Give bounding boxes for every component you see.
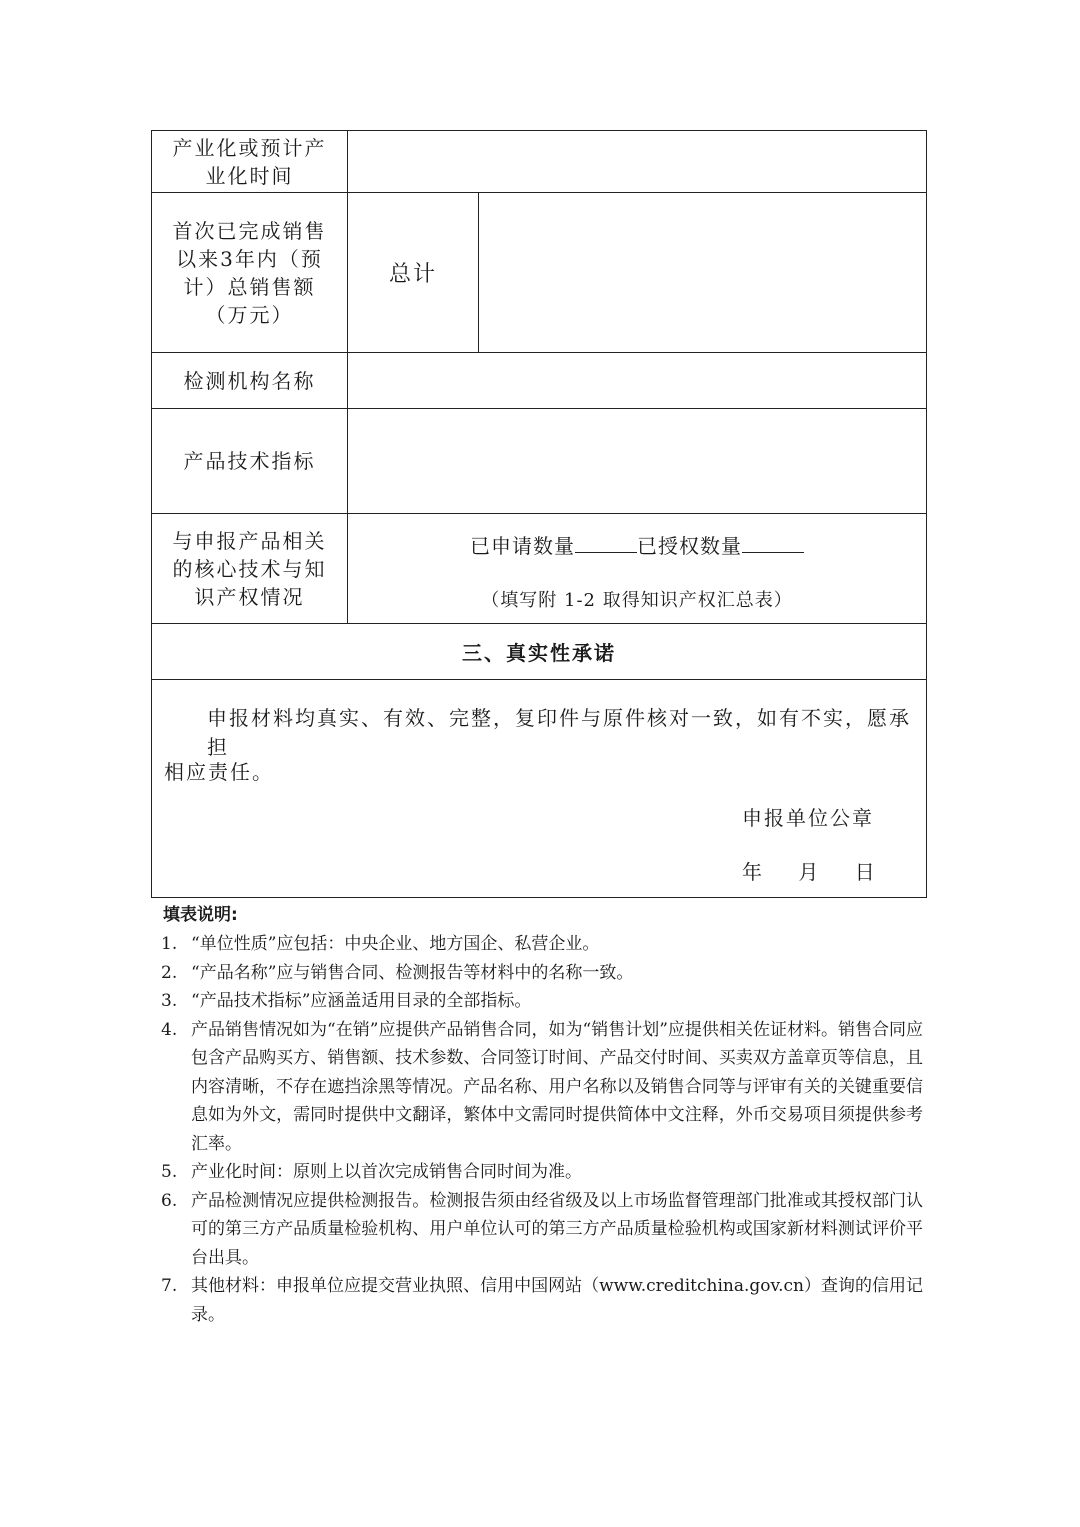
seal-label: 申报单位公章 [742,806,874,830]
testing-agency-label: 检测机构名称 [152,353,348,409]
instruction-number: 2. [161,962,178,983]
instruction-number: 4. [161,1019,178,1040]
instruction-item [161,1272,923,1329]
section-title: 三、真实性承诺 [152,624,927,680]
instruction-number: 7. [161,1276,178,1296]
ip-counts-line [348,530,926,559]
sales-total-label: 首次已完成销售以来3年内（预计）总销售额（万元） [152,193,348,353]
ip-field [348,514,927,624]
instruction-text: “单位性质”应包括：中央企业、地方国企、私营企业。 [191,934,600,954]
tech-indicators-label: 产品技术指标 [152,409,348,514]
instruction-number: 5. [161,1162,178,1182]
ip-row [152,514,927,624]
instruction-text: 产品检测情况应提供检测报告。检测报告须由经省级及以上市场监督管理部门批准或其授权部门认可的第三方产品质量检验机构、用户单位认可的第三方产品质量检验机构或国家新材料测试评价平台出具。 [191,1190,923,1268]
ip-label: 与申报产品相关的核心技术与知识产权情况 [152,514,348,624]
instruction-item [161,959,923,988]
section-row [152,624,927,680]
promise-line-2: 相应责任。 [164,760,274,784]
instructions-title: 填表说明: [163,905,238,925]
date-year: 年 [742,860,762,884]
date-line [742,856,905,885]
ip-note: （填写附 1-2 取得知识产权汇总表） [481,590,793,611]
industrialization-time-field[interactable] [348,131,927,193]
industrialization-time-row [152,131,927,193]
instruction-item [161,1016,923,1159]
testing-agency-field[interactable] [348,353,927,409]
instruction-text: 产业化时间：原则上以首次完成销售合同时间为准。 [191,1162,582,1182]
instructions-list [163,930,923,1329]
tech-indicators-row [152,409,927,514]
ip-granted-blank[interactable] [742,534,804,553]
filling-instructions [163,902,923,1329]
promise-cell [152,680,927,898]
testing-agency-row [152,353,927,409]
industrialization-time-label: 产业化或预计产业化时间 [152,131,348,193]
ip-applied-label: 已申请数量 [470,534,575,558]
tech-indicators-field[interactable] [348,409,927,514]
instruction-text: “产品名称”应与销售合同、检测报告等材料中的名称一致。 [191,962,634,983]
instruction-item [161,930,923,959]
instruction-number: 1. [161,934,178,954]
sales-total-field[interactable] [479,193,927,353]
date-month: 月 [798,860,819,884]
instruction-number: 3. [161,991,178,1011]
promise-line-1: 申报材料均真实、有效、完整，复印件与原件核对一致，如有不实，愿承担 [207,706,911,759]
instruction-text: 其他材料：申报单位应提交营业执照、信用中国网站（www.creditchina.gov.cn）查询的信用记录。 [191,1276,923,1325]
sales-total-row [152,193,927,353]
instruction-item [161,987,923,1016]
instruction-item [161,1187,923,1273]
instruction-text: 产品销售情况如为“在销”应提供产品销售合同，如为“销售计划”应提供相关佐证材料。销售合同应包含产品购买方、销售额、技术参数、合同签订时间、产品交付时间、买卖双方盖章页等信息，且内容清晰，不存在遮挡涂黑等情况。产品名称、用户名称以及销售合同等与评审有关的关键重要信息如为外文，需同时提供中文翻译，繁体中文需同时提供简体中文注释，外币交易项目须提供参考汇率。 [191,1019,923,1154]
application-form-table [151,130,927,898]
instruction-text: “产品技术指标”应涵盖适用目录的全部指标。 [191,991,532,1011]
instruction-number: 6. [161,1190,178,1211]
promise-row [152,680,927,898]
ip-applied-blank[interactable] [575,534,637,553]
instruction-item [161,1158,923,1187]
sales-total-sublabel: 总计 [348,193,479,353]
ip-granted-label: 已授权数量 [637,534,742,558]
date-day: 日 [854,860,875,884]
